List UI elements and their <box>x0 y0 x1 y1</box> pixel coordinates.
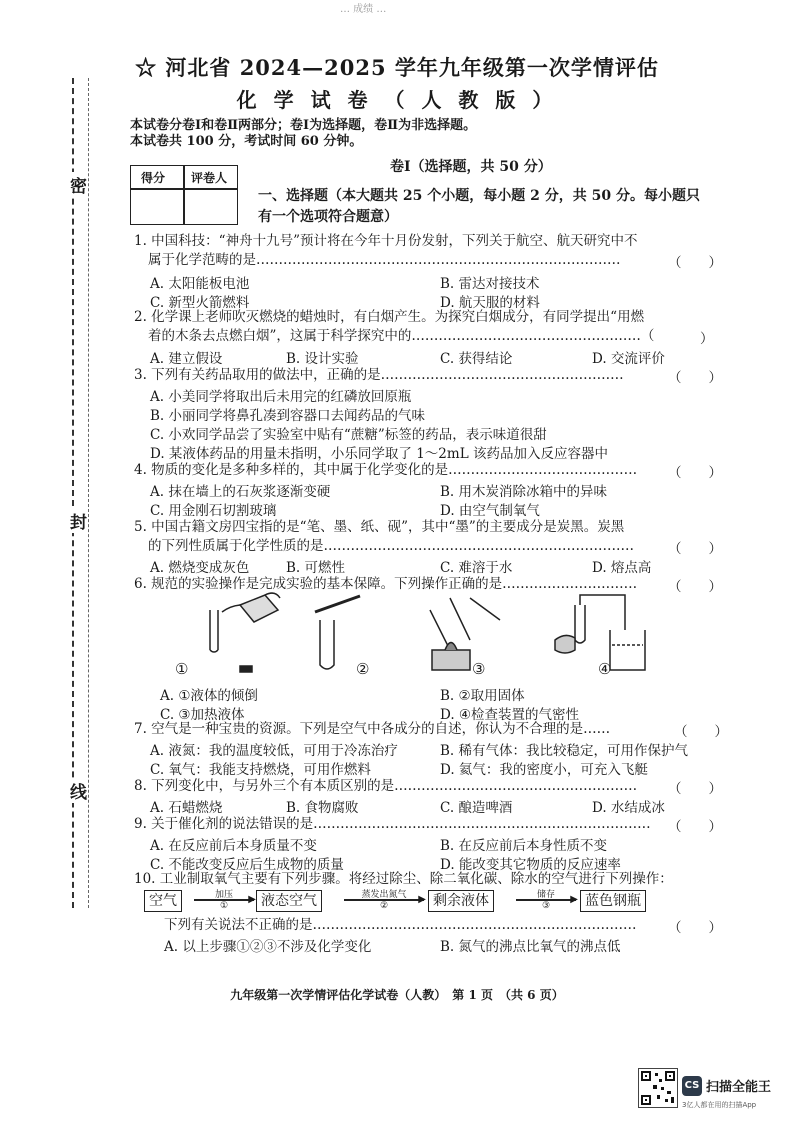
option-c: C. 氧气：我能支持燃烧，可用作燃料 <box>150 762 371 778</box>
flow-arrow-3-label: 储存 <box>536 890 555 900</box>
option-d: D. ④检查装置的气密性 <box>440 707 580 723</box>
option-d: D. 氦气：我的密度小，可充入飞艇 <box>440 762 648 778</box>
flow-step-liquid-air: 液态空气 <box>256 890 322 912</box>
question-stem-2: 的下列性质属于化学性质的是…………………………………………………………… <box>148 538 634 554</box>
question-stem-2: 着的木条去点燃白烟”，这属于科学探究中的……………………………………………（ <box>148 328 655 344</box>
figure-label-4: ④ <box>598 660 612 678</box>
flow-arrow-2-label: 蒸发出氮气 <box>361 890 407 900</box>
option-d: D. 水结成冰 <box>592 800 665 816</box>
figure-label-1: ① <box>175 660 189 678</box>
pouring-figure <box>210 593 280 672</box>
question-10-stem-2: 下列有关说法不正确的是……………………………………………………………… <box>164 917 637 933</box>
flow-arrow-3: ▶ 储存 ③ <box>516 888 576 912</box>
flow-arrow-3-num: ③ <box>541 901 551 911</box>
flow-step-residual-liquid: 剩余液体 <box>428 890 494 912</box>
score-box <box>130 165 238 225</box>
option-c: C. 新型火箭燃料 <box>150 295 250 311</box>
test-tube-figure <box>315 596 360 669</box>
lab-operation-figures <box>170 590 660 680</box>
question-stem: 2. 化学课上老师吹灭燃烧的蜡烛时，有白烟产生。为探究白烟成分，有同学提出“用燃 <box>134 309 645 325</box>
option-b: B. ②取用固体 <box>440 688 525 704</box>
option-c: C. 酿造啤酒 <box>440 800 513 816</box>
answer-paren: （ ） <box>668 541 722 557</box>
option-a: A. 液氮：我的温度较低，可用于冷冻治疗 <box>150 743 398 759</box>
camscanner-tagline: 3亿人都在用的扫描App <box>682 1101 757 1109</box>
binding-label-feng: 封 <box>70 508 87 533</box>
exam-subtitle: 化 学 试 卷 （ 人 教 版 ） <box>236 88 558 112</box>
answer-paren: （ ） <box>668 819 722 835</box>
question-9: 9. 关于催化剂的说法错误的是………………………………………………………………… <box>134 816 651 832</box>
answer-paren: （ ） <box>668 370 722 386</box>
option-d: D. 交流评价 <box>592 351 665 367</box>
question-10: 10. 工业制取氧气主要有下列步骤。将经过除尘、除二氧化碳、除水的空气进行下列操作： <box>134 871 673 887</box>
question-1 <box>134 232 724 270</box>
flow-arrow-1-label: 加压 <box>214 890 233 900</box>
option-b: B. 氮气的沸点比氧气的沸点低 <box>440 939 621 955</box>
score-label: 得分 <box>141 171 166 185</box>
option-c: C. 小欢同学品尝了实验室中贴有“蔗糖”标签的药品，表示味道很甜 <box>150 427 547 443</box>
option-a: A. 燃烧变成灰色 <box>150 560 250 576</box>
option-a: A. ①液体的倾倒 <box>160 688 258 704</box>
intro-line-1: 本试卷分卷Ⅰ和卷Ⅱ两部分；卷Ⅰ为选择题，卷Ⅱ为非选择题。 <box>130 118 477 133</box>
option-d: D. 能改变其它物质的反应速率 <box>440 857 621 873</box>
question-stem: 5. 中国古籍文房四宝指的是“笔、墨、纸、砚”，其中“墨”的主要成分是炭黑。炭黑 <box>134 519 625 535</box>
answer-paren: （ ） <box>668 465 722 481</box>
option-a: A. 太阳能板电池 <box>150 276 250 292</box>
option-b: B. 雷达对接技术 <box>440 276 540 292</box>
option-b: B. 食物腐败 <box>286 800 359 816</box>
oxygen-process-flow <box>144 888 724 916</box>
option-a: A. 石蜡燃烧 <box>150 800 223 816</box>
option-a: A. 在反应前后本身质量不变 <box>150 838 317 854</box>
airtight-figure <box>555 595 645 670</box>
option-c: C. ③加热液体 <box>160 707 245 723</box>
intro <box>130 118 476 150</box>
header-mark: … 成绩 … <box>340 4 387 15</box>
option-a: A. 以上步骤①②③不涉及化学变化 <box>164 939 372 955</box>
part-heading: 卷Ⅰ（选择题，共 50 分） <box>390 159 552 175</box>
question-2 <box>134 308 724 346</box>
camscanner-logo: CS <box>682 1076 702 1096</box>
binding-line-inner <box>88 78 91 908</box>
option-c: C. 用金刚石切割玻璃 <box>150 503 277 519</box>
qr-pattern <box>639 1069 677 1107</box>
question-stem-2: 属于化学范畴的是……………………………………………………………………… <box>148 252 621 268</box>
option-b: B. 设计实验 <box>286 351 359 367</box>
answer-paren: （ ） <box>668 255 722 271</box>
option-b: B. 在反应前后本身性质不变 <box>440 838 608 854</box>
answer-paren: （ ） <box>668 920 722 936</box>
option-b: B. 小丽同学将鼻孔凑到容器口去闻药品的气味 <box>150 408 426 424</box>
option-a: A. 建立假设 <box>150 351 223 367</box>
grader-label: 评卷人 <box>191 171 228 185</box>
answer-paren: （ ） <box>674 724 728 740</box>
binding-label-mi: 密 <box>70 172 87 197</box>
question-4: 4. 物质的变化是多种多样的，其中属于化学变化的是…………………………………… <box>134 462 638 478</box>
option-d: D. 航天服的材料 <box>440 295 540 311</box>
option-c: C. 不能改变反应后生成物的质量 <box>150 857 344 873</box>
answer-paren-close: ） <box>700 331 714 347</box>
option-d: D. 由空气制氧气 <box>440 503 540 519</box>
flow-arrow-2-num: ② <box>379 901 389 911</box>
question-3: 3. 下列有关药品取用的做法中，正确的是……………………………………………… <box>134 367 624 383</box>
question-7: 7. 空气是一种宝贵的资源。下列是空气中各成分的自述，你认为不合理的是…… <box>134 721 611 737</box>
option-a: A. 小美同学将取出后未用完的红磷放回原瓶 <box>150 389 412 405</box>
flow-arrow-1: ▶ 加压 ① <box>194 888 254 912</box>
binding-label-xian: 线 <box>70 778 87 803</box>
option-c: C. 难溶于水 <box>440 560 513 576</box>
option-b: B. 稀有气体：我比较稳定，可用作保护气 <box>440 743 689 759</box>
figure-label-3: ③ <box>472 660 486 678</box>
camscanner-name: 扫描全能王 <box>706 1080 772 1095</box>
option-b: B. 可燃性 <box>286 560 346 576</box>
answer-paren: （ ） <box>668 579 722 595</box>
flow-arrow-2: ▶ 蒸发出氮气 ② <box>344 888 424 912</box>
question-stem: 1. 中国科技：“神舟十九号”预计将在今年十月份发射，下列关于航空、航天研究中不 <box>134 233 638 249</box>
flow-step-steel-cylinder: 蓝色钢瓶 <box>580 890 646 912</box>
question-8: 8. 下列变化中，与另外三个有本质区别的是……………………………………………… <box>134 778 638 794</box>
heating-figure <box>430 598 500 670</box>
option-d: D. 某液体药品的用量未指明，小乐同学取了 1～2mL 该药品加入反应容器中 <box>150 446 608 462</box>
question-6: 6. 规范的实验操作是完成实验的基本保障。下列操作正确的是………………………… <box>134 576 638 592</box>
figure-label-2: ② <box>356 660 370 678</box>
intro-line-2: 本试卷共 100 分，考试时间 60 分钟。 <box>130 134 363 149</box>
section-heading: 一、选择题（本大题共 25 个小题，每小题 2 分，共 50 分。每小题只有一个选项符合题意） <box>258 188 700 225</box>
option-c: C. 获得结论 <box>440 351 513 367</box>
option-a: A. 抹在墙上的石灰浆逐渐变硬 <box>150 484 331 500</box>
page-footer: 九年级第一次学情评估化学试卷（人教） 第 1 页 （共 6 页） <box>230 988 564 1002</box>
exam-title: ☆ 河北省 2024—2025 学年九年级第一次学情评估 <box>135 55 659 80</box>
answer-paren: （ ） <box>668 781 722 797</box>
option-b: B. 用木炭消除冰箱中的异味 <box>440 484 608 500</box>
flow-step-air: 空气 <box>144 890 182 912</box>
flow-arrow-1-num: ① <box>219 901 229 911</box>
question-5 <box>134 518 724 556</box>
option-d: D. 熔点高 <box>592 560 652 576</box>
qr-code-icon <box>638 1068 678 1108</box>
